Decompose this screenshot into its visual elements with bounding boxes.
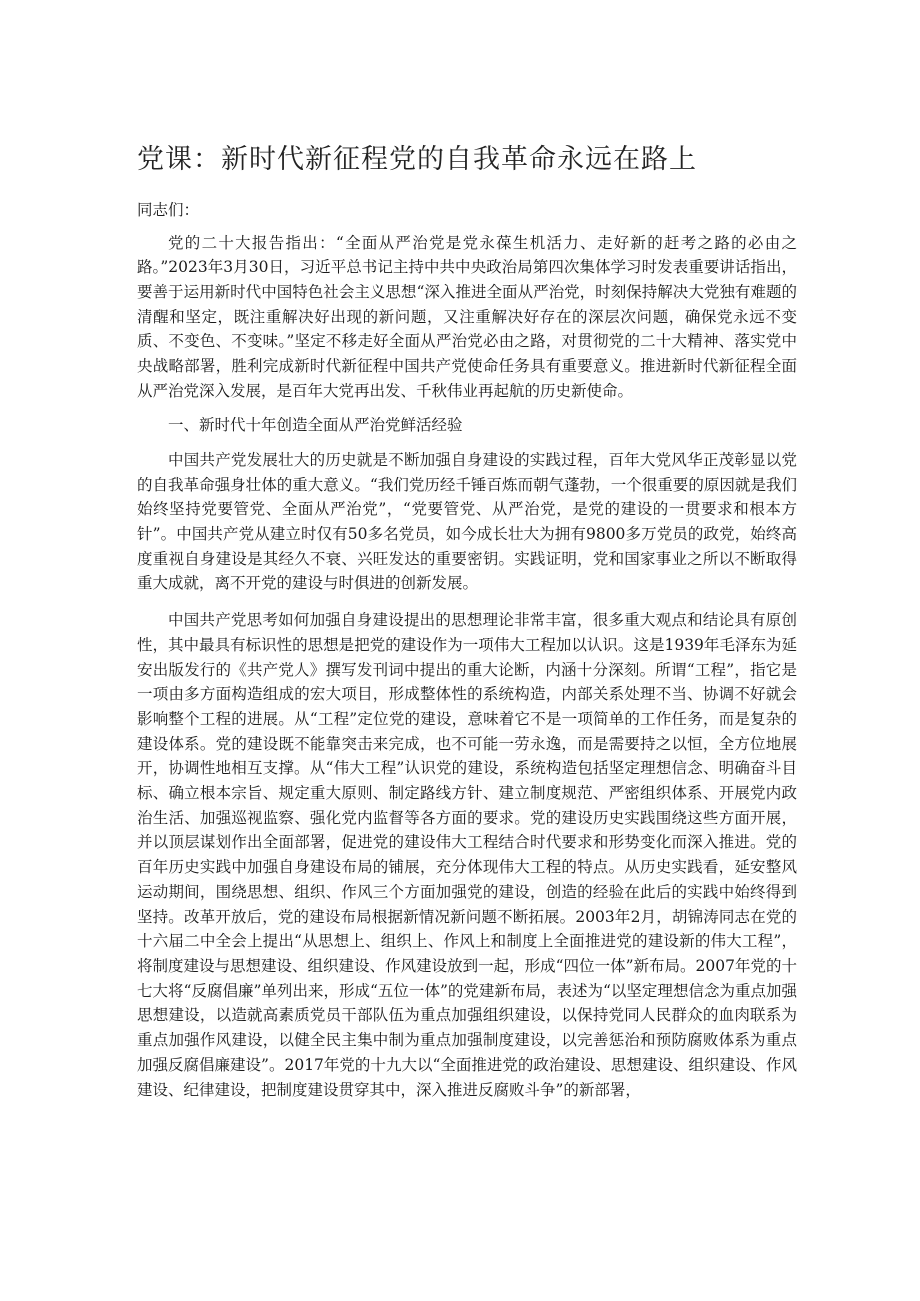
section-heading-1: 一、新时代十年创造全面从严治党鲜活经验 xyxy=(168,416,463,435)
section-1-paragraph-2: 中国共产党思考如何加强自身建设提出的思想理论非常丰富，很多重大观点和结论具有原创性，其中最具有标识性的思想是把党的建设作为一项伟大工程加以认识。这是1939年毛泽东为延安出版发行的《共产党人》撰写发刊词中提出的重大论断，内涵十分深刻。所谓“工程”，指它是一项由多方面构造组成的宏大项目，形成整体性的系统构造，内部关系处理不当、协调不好就会影响整个工程的进展。从“工程”定位党的建设，意味着它不是一项简单的工作任务，而是复杂的建设体系。党的建设既不能靠突击来完成，也不可能一劳永逸，而是需要持之以恒，全方位地展开，协调性地相互支撑。从“伟大工程”认识党的建设，系统构造包括坚定理想信念、明确奋斗目标、确立根本宗旨、规定重大原则、制定路线方针、建立制度规范、严密组织体系、开展党内政治生活、加强巡视监察、强化党内监督等各方面的要求。党的建设历史实践围绕这些方面开展，并以顶层谋划作出全面部署，促进党的建设伟大工程结合时代要求和形势变化而深入推进。党的百年历史实践中加强自身建设布局的铺展，充分体现伟大工程的特点。从历史实践看，延安整风运动期间，围绕思想、组织、作风三个方面加强党的建设，创造的经验在此后的实践中始终得到坚持。改革开放后，党的建设布局根据新情况新问题不断拓展。2003年2月，胡锦涛同志在党的十六届二中全会上提出“从思想上、组织上、作风上和制度上全面推进党的建设新的伟大工程”，将制度建设与思想建设、组织建设、作风建设放到一起，形成“四位一体”新布局。2007年党的十七大将“反腐倡廉”单列出来，形成“五位一体”的党建新布局，表述为“以坚定理想信念为重点加强思想建设，以造就高素质党员干部队伍为重点加强组织建设，以保持党同人民群众的血肉联系为重点加强作风建设，以健全民主集中制为重点加强制度建设，以完善惩治和预防腐败体系为重点加强反腐倡廉建设”。2017年党的十九大以“全面推进党的政治建设、思想建设、组织建设、作风建设、纪律建设，把制度建设贯穿其中，深入推进反腐败斗争”的新部署， xyxy=(137,611,797,1099)
greeting: 同志们： xyxy=(137,201,200,219)
intro-paragraph: 党的二十大报告指出：“全面从严治党是党永葆生机活力、走好新的赶考之路的必由之路。”2023年3月30日，习近平总书记主持中共中央政治局第四次集体学习时发表重要讲话指出，要善于运用新时代中国特色社会主义思想“深入推进全面从严治党，时刻保持解决大党独有难题的清醒和坚定，既注重解决好出现的新问题，又注重解决好存在的深层次问题，确保党永远不变质、不变色、不变味。”坚定不移走好全面从严治党必由之路，对贯彻党的二十大精神、落实党中央战略部署，胜利完成新时代新征程中国共产党使命任务具有重要意义。推进新时代新征程全面从严治党深入发展，是百年大党再出发、千秋伟业再起航的历史新使命。 xyxy=(137,233,797,400)
section-1-paragraph-1: 中国共产党发展壮大的历史就是不断加强自身建设的实践过程，百年大党风华正茂彰显以党的自我革命强身壮体的重大意义。“我们党历经千锤百炼而朝气蓬勃，一个很重要的原因就是我们始终坚持党要管党、全面从严治党”，“党要管党、从严治党，是党的建设的一贯要求和根本方针”。中国共产党从建立时仅有50多名党员，如今成长壮大为拥有9800多万党员的政党，始终高度重视自身建设是其经久不衰、兴旺发达的重要密钥。实践证明，党和国家事业之所以不断取得重大成就，离不开党的建设与时俱进的创新发展。 xyxy=(137,450,797,593)
document-title: 党课：新时代新征程党的自我革命永远在路上 xyxy=(137,144,697,175)
document-page xyxy=(137,140,797,1112)
